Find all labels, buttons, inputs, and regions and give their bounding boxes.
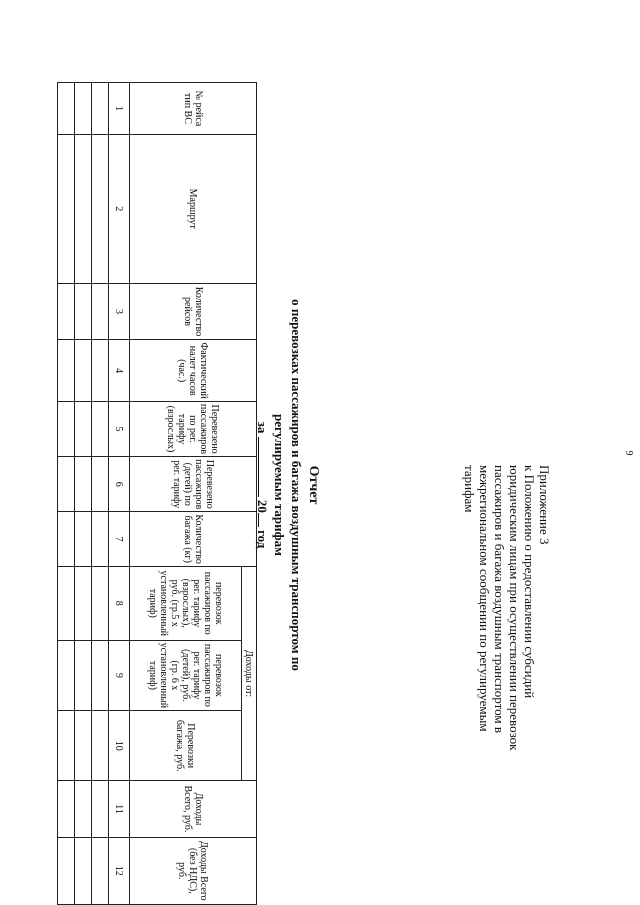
column-number: 8: [109, 566, 130, 640]
table-cell[interactable]: [92, 512, 109, 567]
table-cell[interactable]: [92, 457, 109, 512]
column-number: 1: [109, 83, 130, 135]
table-cell[interactable]: [58, 837, 75, 904]
annex-line: Приложение 3: [537, 465, 552, 545]
table-cell[interactable]: [92, 566, 109, 640]
period-blank: [258, 437, 259, 497]
table-cell[interactable]: [75, 283, 92, 340]
table-cell[interactable]: [75, 134, 92, 283]
table-cell[interactable]: [75, 640, 92, 711]
header-flight-type: № рейса тип ВС: [130, 83, 257, 135]
table-cell[interactable]: [75, 83, 92, 135]
header-route: Маршрут: [130, 134, 257, 283]
table-cell[interactable]: [92, 83, 109, 135]
table-cell[interactable]: [58, 340, 75, 402]
report-title-block: [254, 290, 322, 680]
annex-line: юридическим лицам при осуществлении перевозок: [507, 465, 522, 751]
column-number: 12: [109, 837, 130, 904]
table-cell[interactable]: [58, 781, 75, 837]
header-baggage-kg: Количество багажа (кг): [130, 512, 257, 567]
header-flight-hours: Фактический налет часов (час.): [130, 340, 257, 402]
table-cell[interactable]: [92, 640, 109, 711]
table-row: [75, 83, 92, 905]
annex-line: пассажиров и багажа воздушным транспортом в: [492, 465, 507, 733]
column-number: 9: [109, 640, 130, 711]
column-number: 7: [109, 512, 130, 567]
header-income-group: Доходы от:: [242, 566, 257, 780]
period-prefix: за: [255, 421, 270, 434]
table-cell[interactable]: [75, 837, 92, 904]
report-title: Отчет: [306, 465, 321, 505]
year-blank: [258, 513, 259, 527]
table-cell[interactable]: [75, 512, 92, 567]
table-cell[interactable]: [58, 83, 75, 135]
column-number: 5: [109, 401, 130, 456]
table-cell[interactable]: [92, 401, 109, 456]
table-cell[interactable]: [75, 781, 92, 837]
header-income-baggage: Перевозки багажа, руб.: [130, 711, 242, 781]
table-cell[interactable]: [58, 512, 75, 567]
table-row: [92, 83, 109, 905]
table-cell[interactable]: [58, 566, 75, 640]
table-cell[interactable]: [58, 640, 75, 711]
table-cell[interactable]: [58, 401, 75, 456]
table-cell[interactable]: [92, 283, 109, 340]
column-number: 6: [109, 457, 130, 512]
table-cell[interactable]: [58, 711, 75, 781]
table-cell[interactable]: [58, 134, 75, 283]
header-income-total-novat: Доходы Всего (без НДС), руб.: [130, 837, 257, 904]
table-cell[interactable]: [92, 134, 109, 283]
table-cell[interactable]: [75, 401, 92, 456]
table-cell[interactable]: [92, 711, 109, 781]
period-suffix: год: [255, 530, 270, 549]
table-row: [58, 83, 75, 905]
header-pax-children: Перевезено пассажиров (детей) по рег. тарифу: [130, 457, 257, 512]
annex-line: межрегиональном сообщении по регулируемым: [477, 465, 492, 732]
annex-line: тарифам: [462, 465, 477, 513]
table-cell[interactable]: [58, 457, 75, 512]
header-income-children: перевозок пассажиров по рег. тарифу (детей), руб. (гр. 6 х установленный тариф): [130, 640, 242, 711]
header-flights-count: Количество рейсов: [130, 283, 257, 340]
table-cell[interactable]: [75, 457, 92, 512]
table-cell[interactable]: [92, 340, 109, 402]
annex-note: [462, 465, 552, 765]
page-number: 9: [623, 450, 634, 456]
header-income-total: Доходы Всего, руб.: [130, 781, 257, 837]
column-numbers-row: [109, 83, 130, 905]
table-cell[interactable]: [75, 711, 92, 781]
annex-line: к Положению о предоставлении субсидий: [522, 465, 537, 699]
report-table: [57, 82, 257, 905]
table-cell[interactable]: [58, 283, 75, 340]
column-number: 11: [109, 781, 130, 837]
column-number: 3: [109, 283, 130, 340]
column-number: 4: [109, 340, 130, 402]
table-cell[interactable]: [92, 781, 109, 837]
period-year-prefix: 20: [255, 499, 270, 513]
report-subtitle: о перевозках пассажиров и багажа воздушным транспортом по регулируемым тарифам: [272, 299, 304, 671]
table-cell[interactable]: [75, 566, 92, 640]
column-number: 2: [109, 134, 130, 283]
header-pax-adults: Перевезено пассажиров по рег. тарифу (взрослых): [130, 401, 257, 456]
table-cell[interactable]: [92, 837, 109, 904]
column-number: 10: [109, 711, 130, 781]
header-income-adults: перевозок пассажиров по рег. тарифу (взрослых), руб. (гр.5 х установленный тариф): [130, 566, 242, 640]
table-cell[interactable]: [75, 340, 92, 402]
